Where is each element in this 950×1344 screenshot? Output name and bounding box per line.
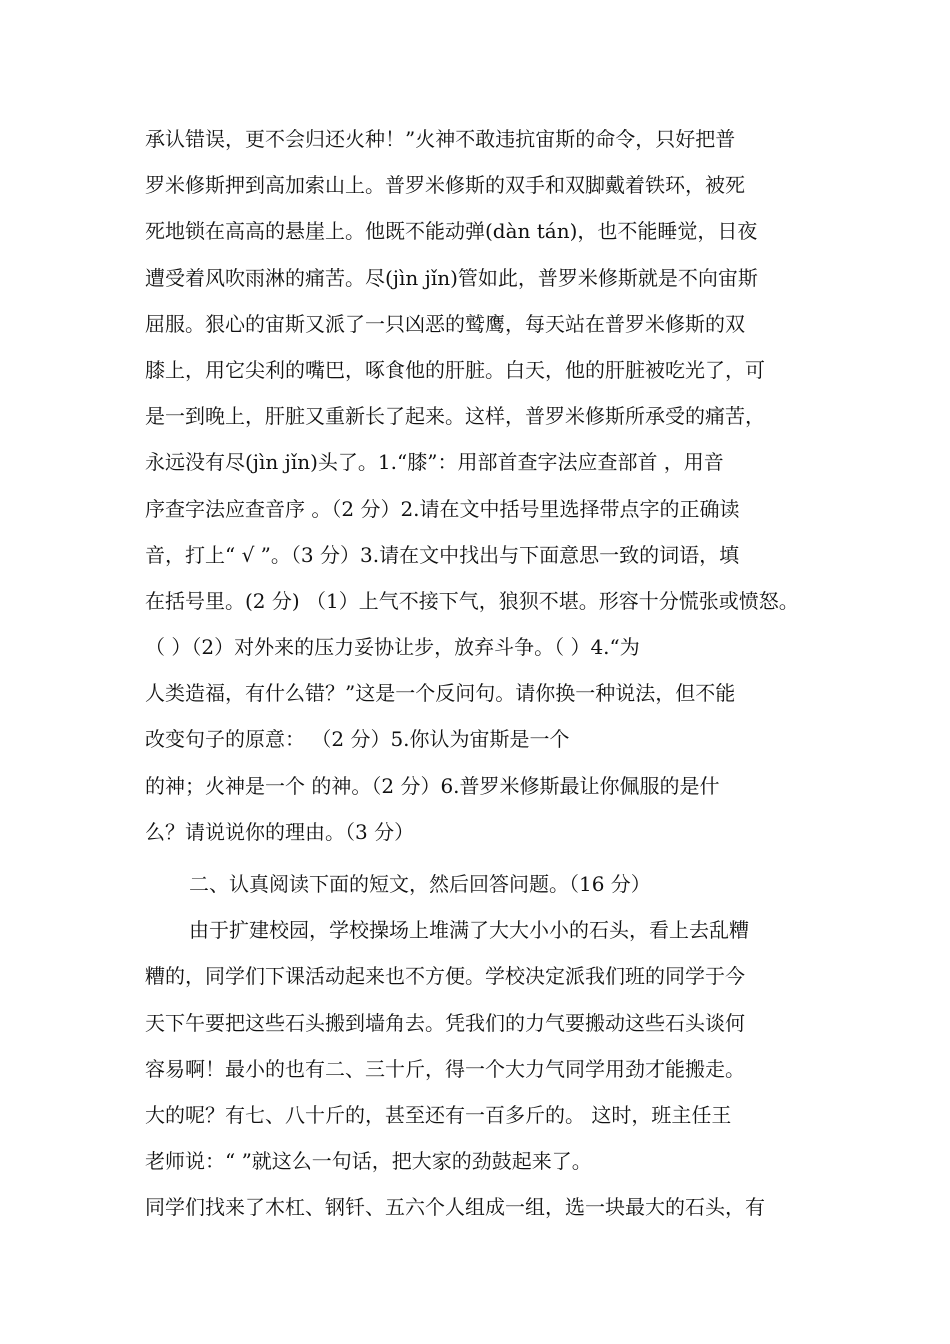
text-line: 死地锁在高高的悬崖上。他既不能动弹(dàn tán)，也不能睡觉，日夜 <box>145 219 758 244</box>
text-line: 罗米修斯押到高加索山上。普罗米修斯的双手和双脚戴着铁环，被死 <box>145 173 745 198</box>
passage-two <box>145 907 825 1230</box>
text-line: 膝上，用它尖利的嘴巴，啄食他的肝脏。白天，他的肝脏被吃光了，可 <box>145 357 765 382</box>
text-line: 天下午要把这些石头搬到墙角去。凭我们的力气要搬动这些石头谈何 <box>145 1010 745 1035</box>
text-line: 在括号里。(2 分) （1）上气不接下气，狼狈不堪。形容十分慌张或愤怒。 <box>145 588 799 613</box>
text-line: 序查字法应查音序 。（2 分）2.请在文中括号里选择带点字的正确读 <box>145 496 740 521</box>
passage-one <box>145 116 825 855</box>
text-line: 屈服。狠心的宙斯又派了一只凶恶的鹫鹰，每天站在普罗米修斯的双 <box>145 311 745 336</box>
text-line: 容易啊！最小的也有二、三十斤，得一个大力气同学用劲才能搬走。 <box>145 1056 745 1081</box>
text-line: 改变句子的原意： （2 分）5.你认为宙斯是一个 <box>145 727 570 752</box>
text-line: 糟的，同学们下课活动起来也不方便。学校决定派我们班的同学于今 <box>145 964 745 989</box>
text-line: 大的呢？有七、八十斤的，甚至还有一百多斤的。 这时，班主任王 <box>145 1102 732 1127</box>
text-line: （ ）（2）对外来的压力妥协让步，放弃斗争。（ ）4.“为 <box>145 635 640 660</box>
text-line: 是一到晚上，肝脏又重新长了起来。这样，普罗米修斯所承受的痛苦， <box>145 404 765 429</box>
section-heading: 二、认真阅读下面的短文，然后回答问题。（16 分） <box>189 872 651 896</box>
text-line: 遭受着风吹雨淋的痛苦。尽(jìn jǐn)管如此，普罗米修斯就是不向宙斯 <box>145 265 758 290</box>
text-line: 永远没有尽(jìn jǐn)头了。1.“膝”：用部首查字法应查部首 ，用音 <box>145 450 724 475</box>
text-line: 的神；火神是一个 的神。（2 分）6.普罗米修斯最让你佩服的是什 <box>145 773 720 798</box>
text-line: 承认错误，更不会归还火种！”火神不敢违抗宙斯的命令，只好把普 <box>145 127 736 151</box>
text-line: 人类造福，有什么错？”这是一个反问句。请你换一种说法，但不能 <box>145 681 736 706</box>
text-line: 由于扩建校园，学校操场上堆满了大大小小的石头，看上去乱糟 <box>189 918 749 943</box>
text-line: 音，打上“ √ ”。（3 分）3.请在文中找出与下面意思一致的词语，填 <box>145 542 740 567</box>
text-line: 么？请说说你的理由。（3 分） <box>145 819 415 844</box>
text-line: 老师说：“ ”就这么一句话，把大家的劲鼓起来了。 <box>145 1149 592 1174</box>
document-body <box>145 116 825 1231</box>
text-line: 同学们找来了木杠、钢钎、五六个人组成一组，选一块最大的石头，有 <box>145 1195 765 1220</box>
